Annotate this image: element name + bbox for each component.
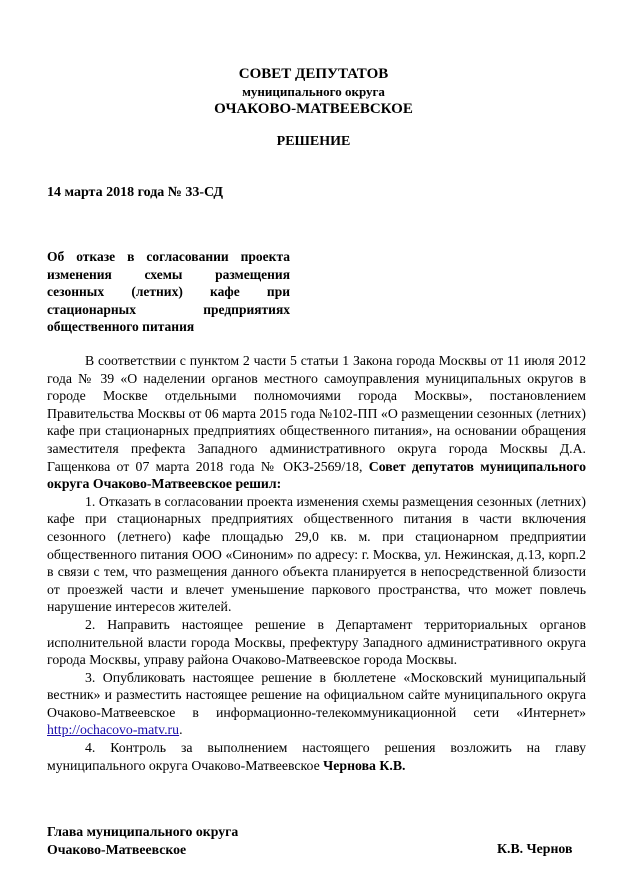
item-2: 2. Направить настоящее решение в Департамент территориальных органов исполнительной власти города Москвы, префектуру Западного административного округа города Москвы, управу района Очаково-Матвеевское города Москвы. [47,616,586,668]
document-header [0,66,627,118]
item-3 [47,669,586,739]
preamble-text: В соответствии с пунктом 2 части 5 статьи 1 Закона города Москвы от 11 июля 2012 года № 39 «О наделении органов местного самоуправления муниципальных округов в городе Москве отдельными полномочиями города Москвы», постановлением Правительства Москвы от 06 марта 2015 года №102-ПП «О размещении сезонных (летних) кафе при стационарных предприятиях общественного питания», на основании обращения заместителя префекта Западного административного округа города Москвы Д.А. Гащенкова от 07 марта 2018 года № ОКЗ-2569/18, [47,353,586,474]
item-4 [47,739,586,774]
subject-line: изменения схемы размещения [47,266,290,282]
preamble-resolution: Совет депутатов муниципального округа Очаково-Матвеевское решил: [47,458,586,492]
item-3-end: . [179,722,183,738]
signature-name: К.В. Чернов [497,841,573,856]
subject-line: Об отказе в согласовании проекта [47,249,290,264]
date-number: 14 марта 2018 года № 33-СД [47,185,224,200]
subject-line: общественного питания [47,319,195,334]
decision-subject [47,248,290,336]
municipality-name: ОЧАКОВО-МАТВЕЕВСКОЕ [214,101,413,117]
subject-line: стационарных предприятиях [47,301,290,317]
signature-title [47,823,238,858]
document-body [47,352,586,774]
item-3-text: 3. Опубликовать настоящее решение в бюллетене «Московский муниципальный вестник» и разместить настоящее решение на официальном сайте муниципального округа Очаково-Матвеевское в информационно-телекоммуникационной сети «Интернет» [47,669,586,720]
website-link[interactable]: http://ochacovo-matv.ru [47,722,180,738]
signature-title-line1: Глава муниципального округа [47,824,239,839]
council-title: СОВЕТ ДЕПУТАТОВ [238,66,389,82]
signature-title-line2: Очаково-Матвеевское [47,841,187,857]
document-type: РЕШЕНИЕ [276,134,351,149]
item-4-text: 4. Контроль за выполнением настоящего решения возложить на главу муниципального округа Очаково-Матвеевское [47,740,586,773]
municipality-label: муниципального округа [242,84,385,99]
subject-line: сезонных (летних) кафе при [47,284,290,299]
item-4-name: Чернова К.В. [323,757,406,773]
preamble-paragraph [47,352,586,493]
item-1: 1. Отказать в согласовании проекта изменения схемы размещения сезонных (летних) кафе при стационарных предприятиях общественного питания в части включения сезонного (летнего) кафе площадью 29,0 кв. м. при стационарном предприятии общественного питания ООО «Синоним» по адресу: г. Москва, ул. Нежинская, д.13, корп.2 в связи с тем, что размещения данного объекта планируется в непосредственной близости от проезжей части и влечет уменьшение паркового пространства, что может повлечь нарушение интересов жителей. [47,493,586,615]
